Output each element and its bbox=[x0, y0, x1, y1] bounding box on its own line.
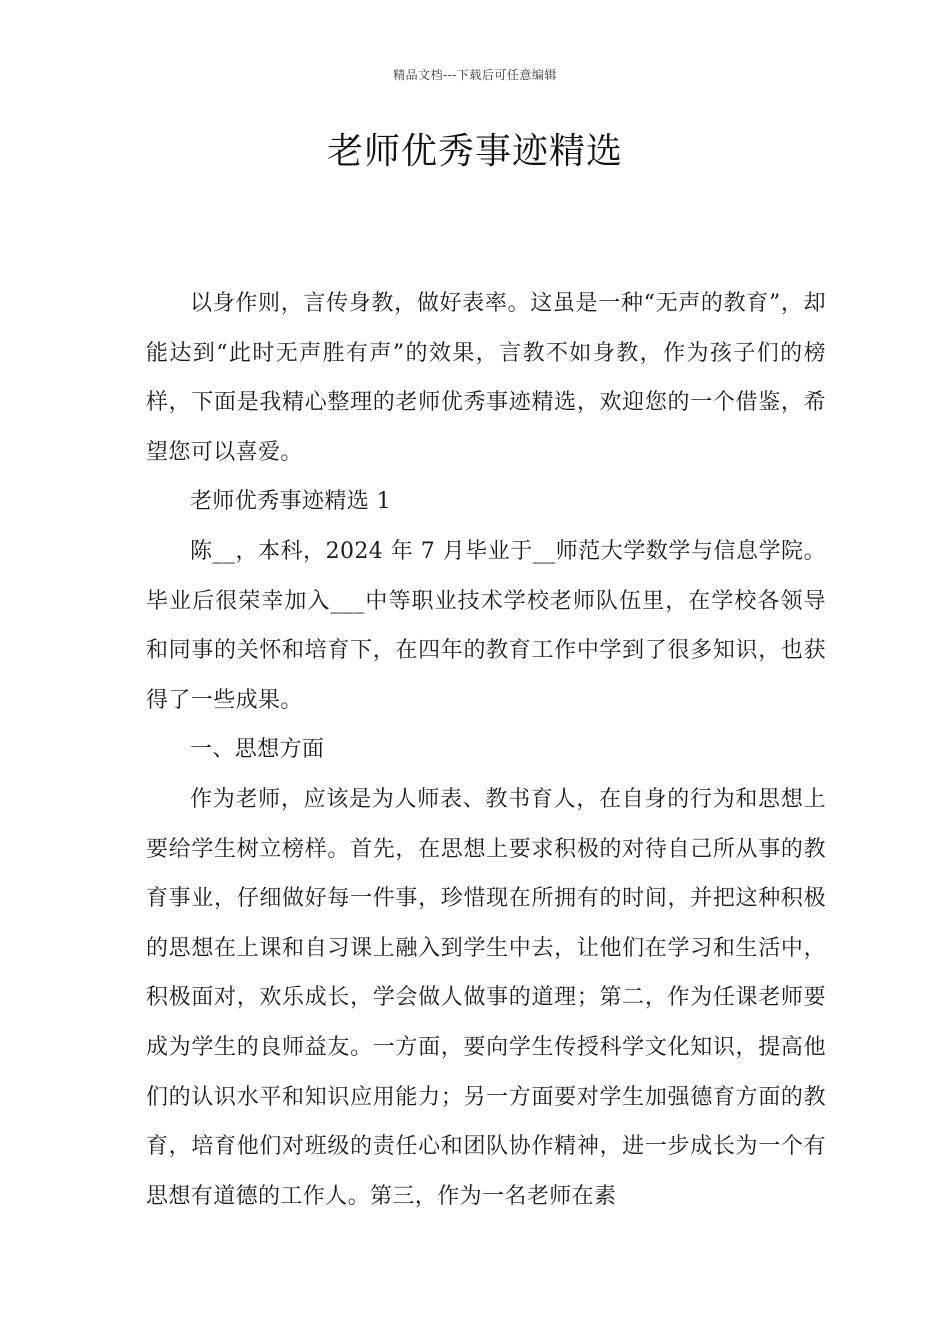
intro-paragraph: 以身作则，言传身教，做好表率。这虽是一种“无声的教育”，却能达到“此时无声胜有声”的效果，言教不如身教，作为孩子们的榜样，下面是我精心整理的老师优秀事迹精选，欢迎您的一个借鉴，希望您可以喜爱。 bbox=[146, 291, 826, 465]
thought-paragraph: 作为老师，应该是为人师表、教书育人，在自身的行为和思想上要给学生树立榜样。首先，在思想上要求积极的对待自己所从事的教育事业，仔细做好每一件事，珍惜现在所拥有的时间，并把这种积极的思想在上课和自习课上融入到学生中去，让他们在学习和生活中，积极面对，欢乐成长，学会做人做事的道理；第二，作为任课老师要成为学生的良师益友。一方面，要向学生传授科学文化知识，提高他们的认识水平和知识应用能力；另一方面要对学生加强德育方面的教育，培育他们对班级的责任心和团队协作精神，进一步成长为一个有思想有道德的工作人。第三，作为一名老师在素 bbox=[146, 786, 826, 1209]
section-heading-1: 老师优秀事迹精选 1 bbox=[190, 489, 391, 515]
document-body bbox=[146, 279, 826, 1221]
profile-paragraph: 陈__，本科，2024 年 7 月毕业于__师范大学数学与信息学院。毕业后很荣幸加入___中等职业技术学校老师队伍里，在学校各领导和同事的关怀和培育下，在四年的教育工作中学到了很多知识，也获得了一些成果。 bbox=[146, 538, 826, 713]
document-title: 老师优秀事迹精选 bbox=[326, 131, 623, 172]
header-note: 精品文档---下载后可任意编辑 bbox=[393, 68, 557, 82]
subsection-heading-thought: 一、思想方面 bbox=[190, 737, 325, 763]
